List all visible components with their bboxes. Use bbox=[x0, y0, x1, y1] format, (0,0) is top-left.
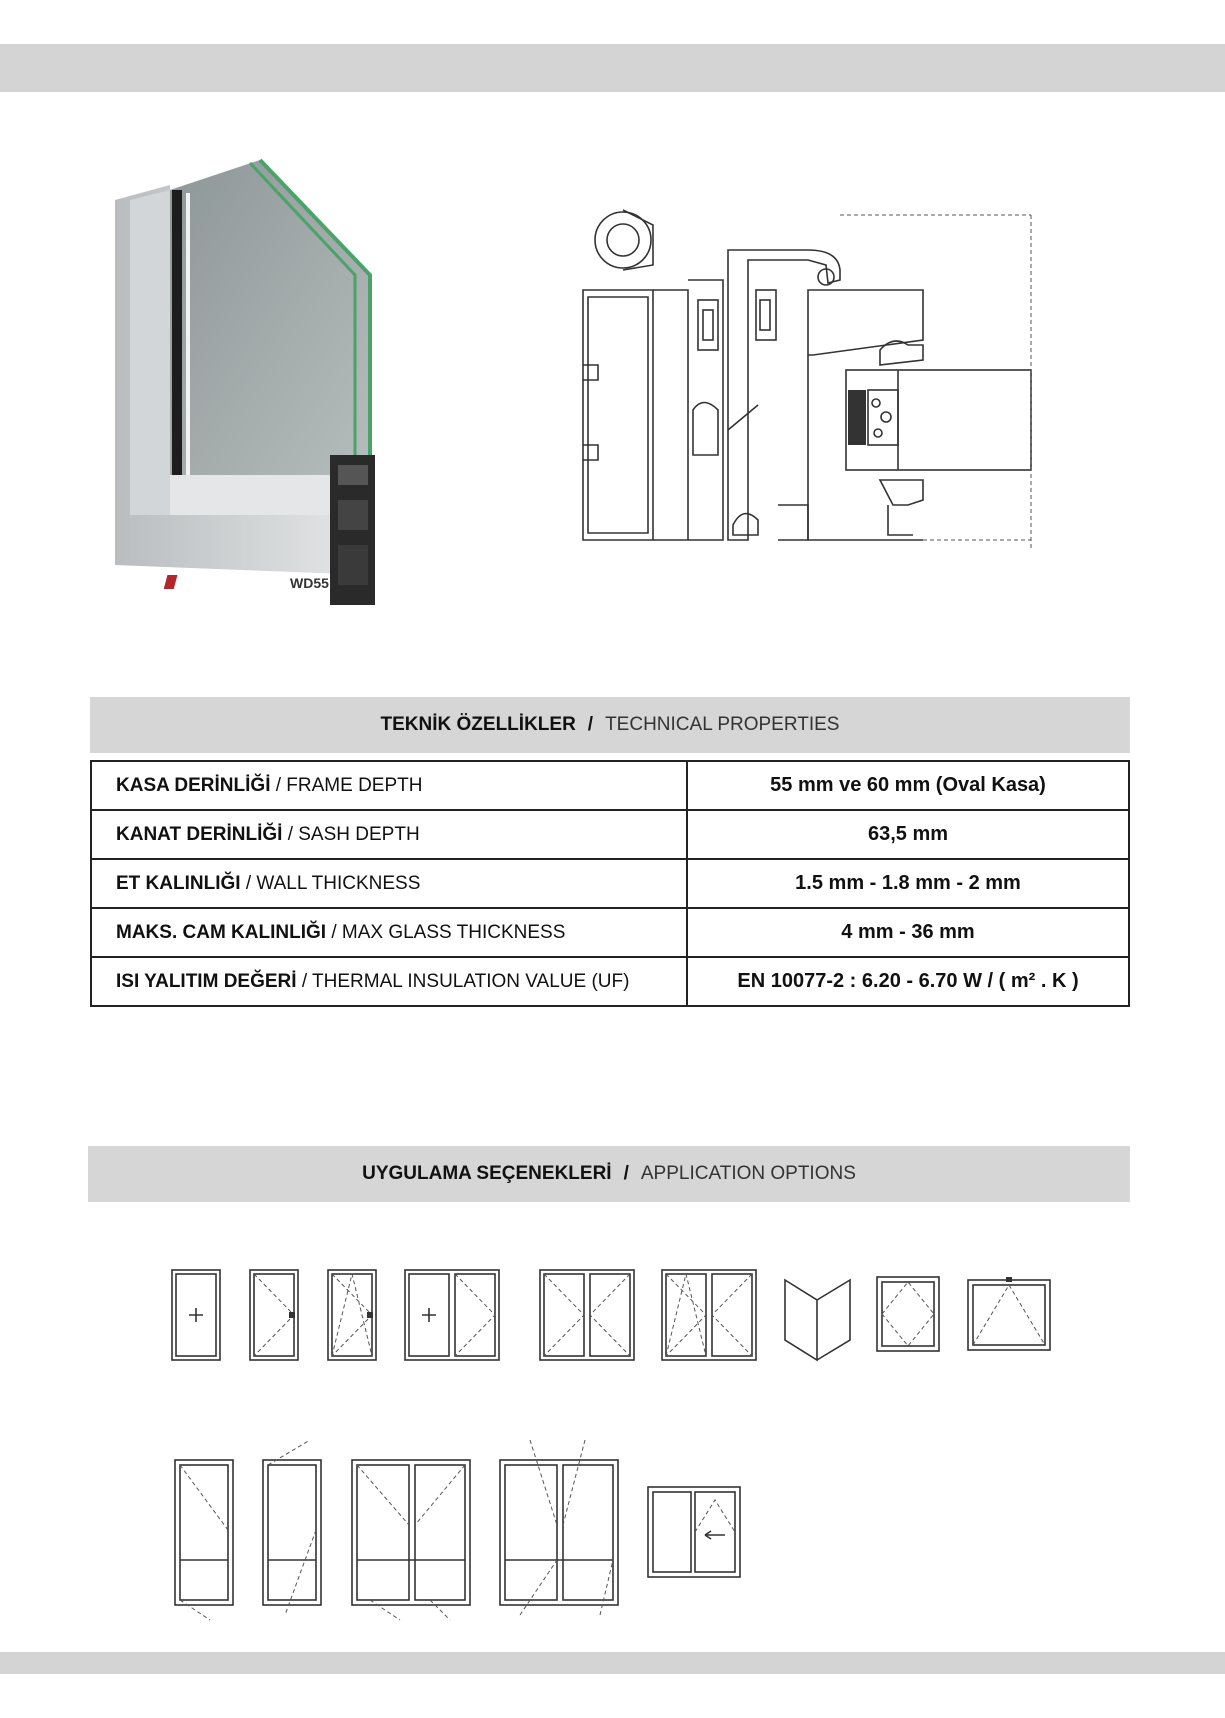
table-row bbox=[91, 761, 1129, 810]
double-door-outward-icon bbox=[500, 1440, 618, 1615]
window-profile-image bbox=[110, 155, 410, 615]
technical-title-en: TECHNICAL PROPERTIES bbox=[605, 714, 840, 735]
top-hung-window-icon bbox=[968, 1277, 1050, 1350]
table-row bbox=[91, 810, 1129, 859]
header-band bbox=[0, 44, 1225, 92]
double-casement-window-icon bbox=[540, 1270, 634, 1360]
row-value: 55 mm ve 60 mm (Oval Kasa) bbox=[687, 761, 1129, 810]
corner-window-icon bbox=[785, 1280, 850, 1360]
application-title-en: APPLICATION OPTIONS bbox=[640, 1163, 856, 1184]
row-value: 1.5 mm - 1.8 mm - 2 mm bbox=[687, 859, 1129, 908]
sliding-window-icon bbox=[648, 1487, 740, 1577]
row-label-tr: MAKS. CAM KALINLIĞI bbox=[116, 921, 327, 943]
row-label-en: / FRAME DEPTH bbox=[270, 774, 423, 796]
window-options-row bbox=[165, 1265, 1065, 1365]
door-options-row bbox=[170, 1435, 750, 1625]
fixed-window-icon bbox=[172, 1270, 220, 1360]
row-label-en: / SASH DEPTH bbox=[282, 823, 420, 845]
row-value: 63,5 mm bbox=[687, 810, 1129, 859]
technical-title-separator: / bbox=[587, 714, 594, 735]
application-title-tr: UYGULAMA SEÇENEKLERİ bbox=[362, 1163, 612, 1184]
footer-band bbox=[0, 1652, 1225, 1674]
table-row bbox=[91, 859, 1129, 908]
fixed-casement-window-icon bbox=[405, 1270, 499, 1360]
row-label-tr: ET KALINLIĞI bbox=[116, 872, 241, 894]
application-title-separator: / bbox=[623, 1163, 629, 1184]
technical-properties-header bbox=[90, 697, 1130, 753]
single-door-outward-icon bbox=[263, 1440, 321, 1615]
double-door-icon bbox=[352, 1460, 470, 1620]
row-label-tr: KANAT DERİNLİĞİ bbox=[116, 823, 283, 845]
technical-title-tr: TEKNİK ÖZELLİKLER bbox=[380, 714, 576, 735]
single-door-icon bbox=[175, 1460, 233, 1620]
pivot-window-icon bbox=[877, 1277, 939, 1351]
row-value: EN 10077-2 : 6.20 - 6.70 W / ( m² . K ) bbox=[687, 957, 1129, 1006]
technical-properties-table bbox=[90, 760, 1130, 1007]
profile-section-drawing bbox=[578, 205, 1133, 555]
double-tilt-turn-window-icon bbox=[662, 1270, 756, 1360]
row-label-en: / WALL THICKNESS bbox=[240, 872, 421, 894]
application-options-header bbox=[88, 1146, 1130, 1202]
row-label-tr: ISI YALITIM DEĞERİ bbox=[116, 970, 297, 992]
row-label-en: / MAX GLASS THICKNESS bbox=[326, 921, 566, 943]
brand-logo: WD55 bbox=[290, 575, 329, 591]
row-value: 4 mm - 36 mm bbox=[687, 908, 1129, 957]
casement-window-icon bbox=[250, 1270, 298, 1360]
table-row bbox=[91, 908, 1129, 957]
row-label-en: / THERMAL INSULATION VALUE (UF) bbox=[296, 970, 630, 992]
table-row bbox=[91, 957, 1129, 1006]
row-label-tr: KASA DERİNLİĞİ bbox=[116, 774, 271, 796]
tilt-turn-window-icon bbox=[328, 1270, 376, 1360]
